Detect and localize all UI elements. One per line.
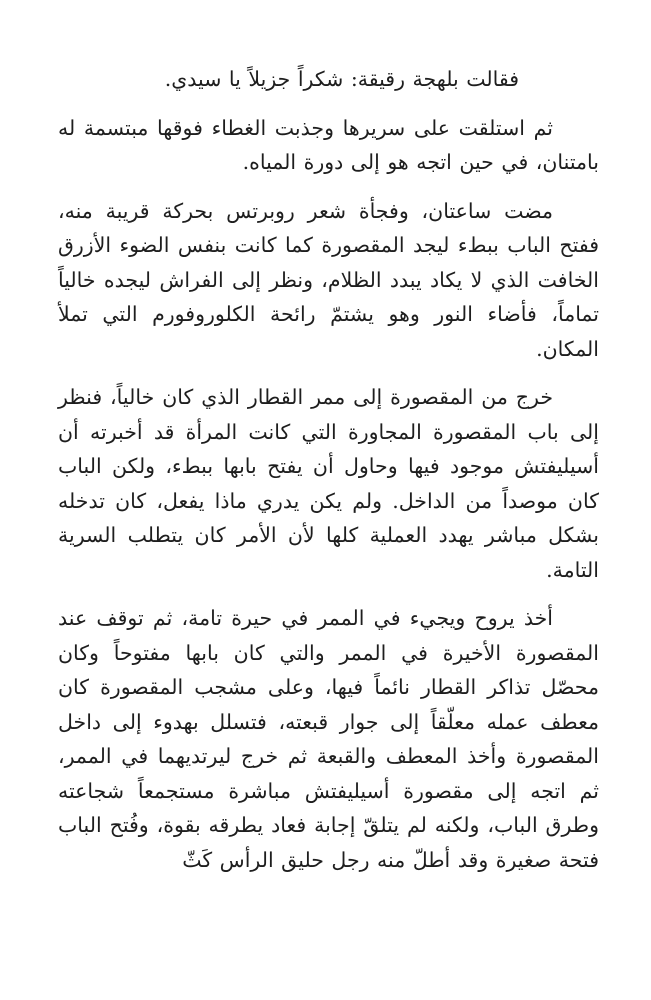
paragraph-2: ثم استلقت على سريرها وجذبت الغطاء فوقها مبتسمة له بامتنان، في حين اتجه هو إلى دورة المياه. <box>58 115 599 174</box>
paragraph-5: أخذ يروح ويجيء في الممر في حيرة تامة، ثم توقف عند المقصورة الأخيرة في الممر والتي كان بابها مفتوحاً وكان محصّل تذاكر القطار نائماً فيها، وعلى مشجب المقصورة كان معطف عمله معلّقاً إلى جوار قبعته، فتسلل بهدوء إلى داخل المقصورة وأخذ المعطف والقبعة ثم خرج ليرتديهما في الممر، ثم اتجه إلى مقصورة أسيليفتش مباشرة مستجمعاً شجاعته وطرق الباب، ولكنه لم يتلقّ إجابة فعاد يطرقه بقوة، وفُتح الباب فتحة صغيرة وقد أطلّ منه رجل حليق الرأس كَثّ <box>58 606 599 872</box>
paragraph-1: فقالت بلهجة رقيقة: شكراً جزيلاً يا سيدي. <box>164 67 519 91</box>
paragraph-4: خرج من المقصورة إلى ممر القطار الذي كان خالياً، فنظر إلى باب المقصورة المجاورة التي كانت المرأة قد أخبرته أن أسيليفتش موجود فيها وحاول أن يفتح بابها ببطء، ولكن الباب كان موصداً من الداخل. ولم يكن يدري ماذا يفعل، كان تدخله بشكل مباشر يهدد العملية كلها لأن الأمر كان يتطلب السرية التامة. <box>58 385 599 582</box>
paragraph-3: مضت ساعتان، وفجأة شعر روبرتس بحركة قريبة منه، ففتح الباب ببطء ليجد المقصورة كما كانت بنفس الضوء الأزرق الخافت الذي لا يكاد يبدد الظلام، ونظر إلى الفراش ليجده خالياً تماماً، فأضاء النور وهو يشتمّ رائحة الكلوروفورم التي تملأ المكان. <box>58 198 599 361</box>
